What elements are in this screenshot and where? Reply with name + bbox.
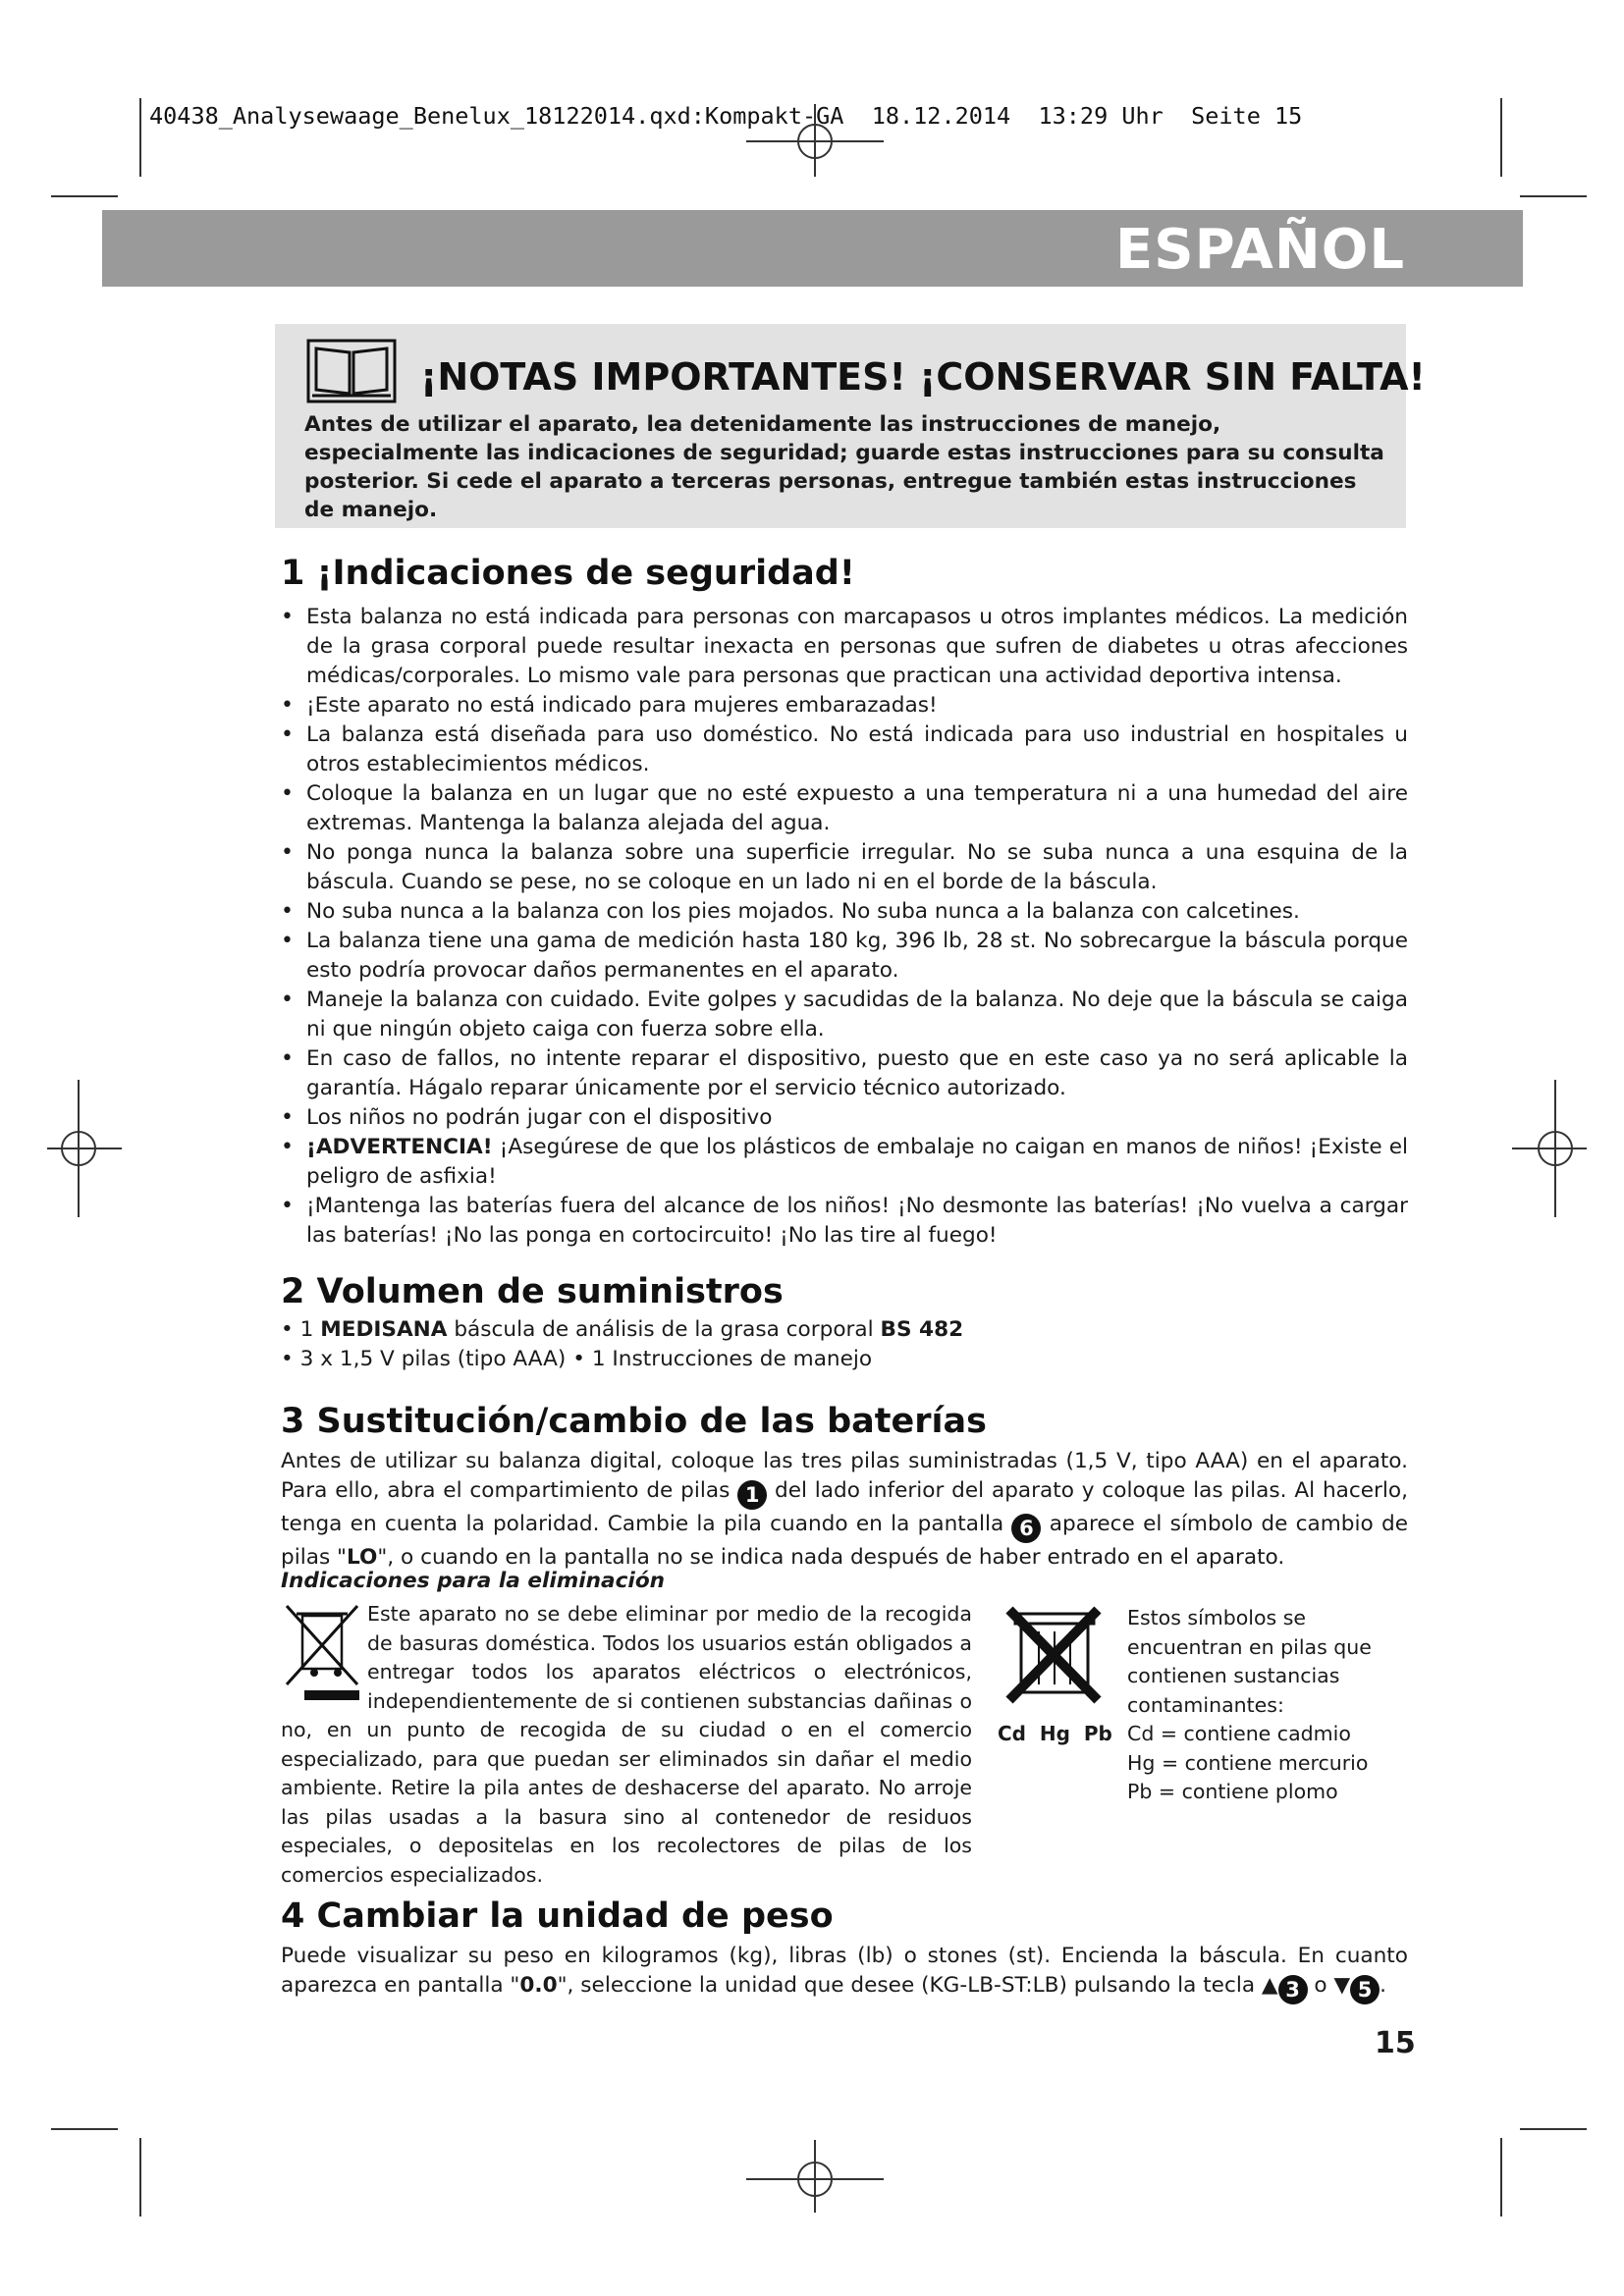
section-1-title: 1 ¡Indicaciones de seguridad! xyxy=(281,554,855,593)
text: o ▼ xyxy=(1307,1973,1351,1998)
list-item: • Los niños no podrán jugar con el dispositivo xyxy=(281,1103,1408,1133)
important-notice-box xyxy=(275,324,1426,528)
section-4-title: 4 Cambiar la unidad de peso xyxy=(281,1896,834,1936)
text: báscula de análisis de la grasa corporal xyxy=(447,1317,881,1342)
crop-mark xyxy=(51,195,118,197)
crop-mark xyxy=(139,98,141,177)
legend-line: Pb = contiene plomo xyxy=(1127,1780,1338,1803)
callout-6: 6 xyxy=(1011,1514,1041,1543)
callout-5: 5 xyxy=(1350,1975,1380,2004)
crop-mark xyxy=(1500,2138,1502,2216)
crop-mark xyxy=(139,2138,141,2216)
list-item: • Coloque la balanza en un lugar que no esté expuesto a una temperatura ni a una humedad del aire extremas. Mantenga la balanza alejada del agua. xyxy=(281,779,1408,838)
registration-mark-left xyxy=(43,1080,122,1217)
warning-text: ¡Asegúrese de que los plásticos de embalaje no caigan en manos de niños! ¡Existe el peligro de asfixia! xyxy=(306,1135,1408,1189)
list-item: • No suba nunca a la balanza con los pies mojados. No suba nunca a la balanza con calcetines. xyxy=(281,897,1408,927)
lo-symbol: LO xyxy=(347,1545,378,1570)
list-item: • La balanza tiene una gama de medición hasta 180 kg, 396 lb, 28 st. No sobrecargue la báscula porque esto podría provocar daños permanentes en el aparato. xyxy=(281,927,1408,986)
supply-line-1 xyxy=(281,1315,1408,1345)
open-book-icon xyxy=(306,339,397,403)
legend-line: Cd = contiene cadmio xyxy=(1127,1722,1351,1745)
supply-line-2: • 3 x 1,5 V pilas (tipo AAA) • 1 Instrucciones de manejo xyxy=(281,1347,873,1371)
legend-line: Hg = contiene mercurio xyxy=(1127,1750,1369,1775)
print-slug: 40438_Analysewaage_Benelux_18122014.qxd:Kompakt-GA 18.12.2014 13:29 Uhr Seite 15 xyxy=(149,102,1303,130)
text: aparece el símbolo de cambio de pilas " xyxy=(281,1512,1408,1570)
chemical-symbols-label: Cd Hg Pb xyxy=(998,1722,1112,1745)
legend-line: Estos símbolos se xyxy=(1127,1606,1307,1629)
section-3-title: 3 Sustitución/cambio de las baterías xyxy=(281,1402,987,1441)
model-number: BS 482 xyxy=(880,1317,964,1342)
registration-mark-right xyxy=(1512,1080,1591,1217)
callout-1: 1 xyxy=(737,1480,767,1510)
callout-3: 3 xyxy=(1278,1975,1308,2004)
language-title: ESPAÑOL xyxy=(1115,218,1405,282)
list-item: • ¡Este aparato no está indicado para mujeres embarazadas! xyxy=(281,691,1408,721)
text: ", o cuando en la pantalla no se indica nada después de haber entrado en el aparato. xyxy=(377,1545,1285,1570)
list-item: • En caso de fallos, no intente reparar el dispositivo, puesto que en este caso ya no será aplicable la garantía. Hágalo reparar únicamente por el servicio técnico autorizado. xyxy=(281,1044,1408,1103)
crop-mark xyxy=(1520,2128,1587,2130)
symbols-legend xyxy=(1127,1604,1412,1807)
text: Puede visualizar su peso en kilogramos (kg), libras (lb) o stones (st). Encienda la báscula. En cuanto aparezca en pantalla " xyxy=(281,1944,1408,1998)
disposal-title: Indicaciones para la eliminación xyxy=(281,1569,666,1593)
language-band xyxy=(102,210,1523,287)
list-item: • Maneje la balanza con cuidado. Evite golpes y sacudidas de la balanza. No deje que la báscula se caiga ni que ningún objeto caiga con fuerza sobre ella. xyxy=(281,986,1408,1044)
list-item: • Esta balanza no está indicada para personas con marcapasos u otros implantes médicos. La medición de la grasa corporal puede resultar inexacta en personas que sufren de diabetes u otras afecciones médicas/corporales. Lo mismo vale para personas que practican una actividad deportiva intensa. xyxy=(281,603,1408,691)
notice-body: Antes de utilizar el aparato, lea detenidamente las instrucciones de manejo, especialmente las indicaciones de seguridad; guarde estas instrucciones para su consulta posterior. Si cede el aparato a terceras personas, entregue también estas instrucciones de manejo. xyxy=(304,412,1384,522)
battery-paragraph xyxy=(281,1447,1408,1573)
text: • 1 xyxy=(281,1317,321,1342)
text: del lado inferior del aparato y coloque las pilas. Al hacerlo, tenga en cuenta la polaridad. Cambie la pila cuando en la pantalla xyxy=(281,1478,1408,1536)
warning-label: ¡ADVERTENCIA! xyxy=(306,1135,493,1159)
icon-spacer xyxy=(281,1600,367,1716)
brand-name: MEDISANA xyxy=(320,1317,448,1342)
crop-mark xyxy=(1520,195,1587,197)
legend-line: encuentran en pilas que xyxy=(1127,1634,1372,1659)
text: ", seleccione la unidad que desee (KG-LB-ST:LB) pulsando la tecla ▲ xyxy=(557,1973,1278,1998)
legend-line: contaminantes: xyxy=(1127,1692,1284,1717)
crop-mark xyxy=(51,2128,118,2130)
list-item: • ¡Mantenga las baterías fuera del alcance de los niños! ¡No desmonte las baterías! ¡No vuelva a cargar las baterías! ¡No las ponga en cortocircuito! ¡No las tire al fuego! xyxy=(281,1192,1408,1251)
disposal-text-body: Este aparato no se debe eliminar por medio de la recogida de basuras doméstica. Todos los usuarios están obligados a entregar todos los aparatos eléctricos o electrónicos, independientemente de si contienen substancias dañinas o no, en un punto de recogida de su ciudad o en el comercio especializado, para que puedan ser eliminados sin dañar el medio ambiente. Retire la pila antes de deshacerse del aparato. No arroje las pilas usadas a la basura sino al contenedor de residuos especiales, o depositelas en los recolectores de pilas de los comercios especializados. xyxy=(281,1602,972,1887)
text: Antes de utilizar su balanza digital, coloque las tres pilas suministradas (1,5 V, tipo AAA) en el aparato. Para ello, abra el compartimiento de pilas xyxy=(281,1449,1408,1503)
page-number: 15 xyxy=(1375,2026,1416,2060)
section-2-title: 2 Volumen de suministros xyxy=(281,1272,784,1311)
crop-mark xyxy=(1500,98,1502,177)
display-value: 0.0 xyxy=(519,1973,558,1998)
list-item: • No ponga nunca la balanza sobre una superficie irregular. No se suba nunca a una esquina de la báscula. Cuando se pese, no se coloque en un lado ni en el borde de la báscula. xyxy=(281,838,1408,897)
list-item-warning xyxy=(281,1133,1408,1192)
notice-heading: ¡NOTAS IMPORTANTES! ¡CONSERVAR SIN FALTA! xyxy=(420,355,1426,399)
battery-bin-icon xyxy=(1000,1602,1108,1718)
legend-line: contienen sustancias xyxy=(1127,1664,1340,1687)
list-item: • La balanza está diseñada para uso doméstico. No está indicada para uso industrial en hospitales u otros establecimientos médicos. xyxy=(281,721,1408,779)
text: . xyxy=(1380,1973,1386,1998)
weight-unit-paragraph xyxy=(281,1942,1408,2004)
disposal-text xyxy=(281,1600,972,1890)
registration-mark-bottom xyxy=(746,2140,884,2218)
safety-list xyxy=(281,603,1408,1251)
